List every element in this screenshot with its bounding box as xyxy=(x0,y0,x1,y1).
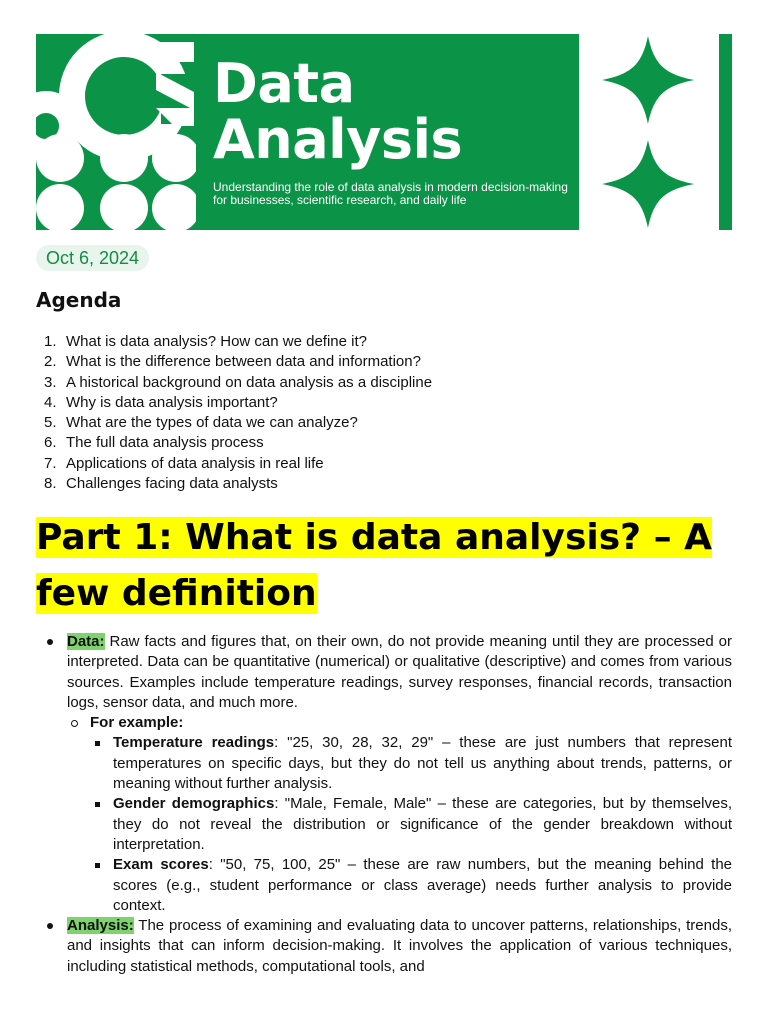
title-banner xyxy=(36,34,579,230)
list-item: 2. What is the difference between data and information? xyxy=(44,353,421,371)
list-item-example xyxy=(36,733,732,794)
hollow-bullet-icon xyxy=(71,720,78,727)
list-item: 5. What are the types of data we can analyze? xyxy=(44,414,358,432)
list-item: 1. What is data analysis? How can we define it? xyxy=(44,333,367,350)
term-analysis: Analysis: xyxy=(67,917,134,935)
example-term: Exam scores xyxy=(113,856,209,874)
agenda-heading: Agenda xyxy=(36,288,122,312)
example-term: Temperature readings xyxy=(113,734,275,752)
example-text: : "Male, Female, Male" – these are categories, but by themselves, they do not reveal the distribution or significance of the gender breakdown without interpretation. xyxy=(113,795,732,853)
banner-title xyxy=(213,52,463,171)
example-label: For example: xyxy=(90,714,184,732)
square-bullet-icon xyxy=(95,741,100,746)
date-badge: Oct 6, 2024 xyxy=(36,245,149,271)
square-bullet-icon xyxy=(95,863,100,868)
list-item-example xyxy=(36,855,732,916)
list-item-example-label xyxy=(36,713,732,733)
list-item: 3. A historical background on data analysis as a discipline xyxy=(44,373,433,391)
term-data: Data: xyxy=(67,633,105,650)
agenda-list xyxy=(36,332,432,494)
list-item: 4. Why is data analysis important? xyxy=(44,393,278,411)
geometric-pattern-graphic xyxy=(36,34,196,230)
banner-title-line2: Analysis xyxy=(213,108,463,171)
example-text: : "25, 30, 28, 32, 29" – these are just numbers that represent temperatures on specific days, but they do not tell us anything about trends, patterns, or meaning without further analysis. xyxy=(113,734,732,793)
list-item-analysis xyxy=(36,916,732,977)
example-term: Gender demographics xyxy=(113,795,275,813)
definition-text: Raw facts and figures that, on their own, do not provide meaning until they are processed or interpreted. Data can be quantitative (numerical) or qualitative (descriptive) and comes from various sources. Examples include temperature readings, survey responses, financial records, transaction logs, sensor data, and much more. xyxy=(67,633,732,711)
banner-subtitle: Understanding the role of data analysis in modern decision-making for businesses, scientific research, and daily life xyxy=(213,180,568,207)
part1-heading-text: Part 1: What is data analysis? – A few definition xyxy=(36,517,712,614)
list-item-data xyxy=(36,632,732,713)
list-item-example xyxy=(36,794,732,855)
star-decoration-graphic xyxy=(598,34,732,230)
definition-text: The process of examining and evaluating data to uncover patterns, relationships, trends, and insights that can inform decision-making. It involves the application of various techniques, including statistical methods, computational tools, and xyxy=(67,917,732,975)
example-text: : "50, 75, 100, 25" – these are raw numbers, but the meaning behind the scores (e.g., student performance or class average) needs further analysis to provide context. xyxy=(113,856,732,914)
bullet-icon xyxy=(47,639,53,645)
bullet-icon xyxy=(47,923,53,929)
list-item: 6. The full data analysis process xyxy=(44,434,264,452)
part1-heading xyxy=(36,510,736,622)
square-bullet-icon xyxy=(95,802,100,807)
definitions-list xyxy=(36,632,732,977)
banner-title-line1: Data xyxy=(213,52,355,115)
list-item: 7. Applications of data analysis in real life xyxy=(44,454,324,472)
list-item: 8. Challenges facing data analysts xyxy=(44,475,278,493)
